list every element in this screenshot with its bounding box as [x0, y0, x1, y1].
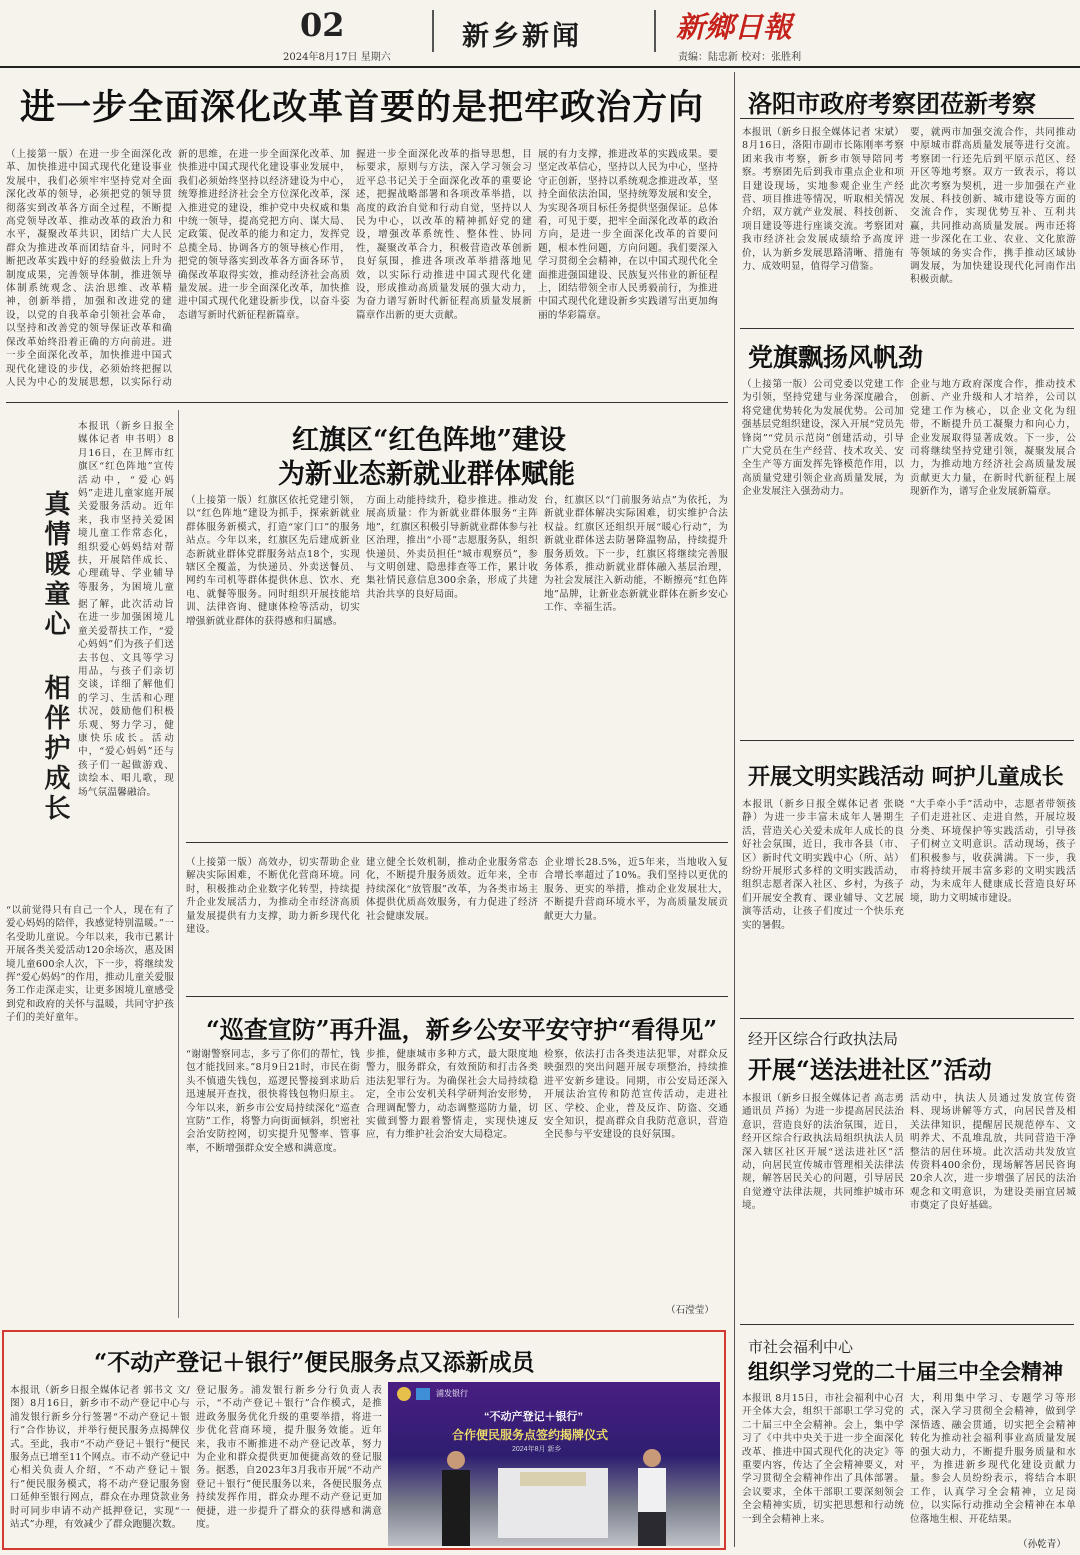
column-divider: [734, 72, 735, 1547]
a7-rule: [740, 1018, 1074, 1019]
headline-real-estate-bank: “不动产登记＋银行”便民服务点又添新成员: [94, 1349, 535, 1376]
a9-col-2: 登记服务。浦发银行新乡分行负责人表示，“不动产登记＋银行”合作模式，是推进政务服务优化升级的重要举措，将进一步优化营商环境，提升服务效能。近年来，我市不断推进不动产登记改革，努力为企业和群众提供更加便捷高效的登记服务。据悉，自2023年3月我市开展“不动产登记＋银行”便民服务以来，各便民服务点持续发挥作用，群众办理不动产登记更加便捷，进一步提升了群众的获得感和满意度。: [196, 1385, 382, 1531]
a2-col-1: 本报讯（新乡日报全媒体记者 宋斌）8月16日，洛阳市副市长陈刚率考察团来我市考察，新乡市领导陪同考察。考察团先后到我市重点企业和项目建设现场，实地参观企业生产经营、项目推进等情况，听取相关情况介绍，双方就产业发展、科技创新、项目建设等进行座谈交流。考察团对我市经济社会发展成绩给予高度评价，认为新乡发展思路清晰、措施有力、成效明显，值得学习借鉴。: [742, 127, 904, 273]
a4-col-5: 建立健全长效机制，推动企业服务常态化，不断提升服务质效。近年来，全市持续深化“放管服”改革，为各类市场主体提供优质高效服务，有力促进了经济社会健康发展。: [366, 857, 538, 922]
photo-scene: [388, 1382, 720, 1546]
a2-rule-top: [740, 118, 1074, 119]
masthead-divider-2: [654, 10, 656, 52]
a2-rule-bottom: [740, 328, 1074, 329]
a8-col-2: 活动中，执法人员通过发放宣传资料、现场讲解等方式，向居民普及相关法律知识，提醒居民规范停车、文明养犬、不乱堆乱放，共同营造干净整洁的居住环境。此次活动共发放宣传资料400余份，现场解答居民咨询20余人次，进一步增强了居民的法治观念和文明意识，为建设美丽宜居城市奠定了良好基础。: [910, 1093, 1076, 1212]
a4-rule-bottom: [186, 996, 728, 997]
plaque: [520, 1472, 586, 1486]
a8-col-1: 本报讯（新乡日报全媒体记者 高志勇 通讯员 芦扬）为进一步提高居民法治意识，营造良好的法治氛围，近日，经开区综合行政执法局组织执法人员深入辖区社区开展“送法进社区”活动，向居民宣传城市管理相关法律法规，解答居民关心的问题，引导居民自觉遵守法律法规，共同维护城市环境。: [742, 1093, 904, 1212]
a1-rule: [6, 402, 728, 403]
masthead-date: 2024年8月17日 星期六: [283, 52, 391, 63]
a2-col-2: 要，就两市加强交流合作，共同推动中原城市群高质量发展等进行交流。考察团一行还先后到平原示范区、经开区等地考察。双方一致表示，将以此次考察为契机，进一步加强在产业发展、科技创新、城市建设等方面的交流合作，实现优势互补、互利共赢，共同推动高质量发展。两市还将进一步深化在工业、农业、文化旅游等领域的务实合作，携手推动区域协调发展，为加快建设现代化河南作出积极贡献。: [910, 127, 1076, 286]
headline-law-community: 开展“送法进社区”活动: [748, 1055, 992, 1084]
a10-byline: （孙乾青）: [1018, 1539, 1066, 1550]
page-number: 02: [300, 6, 345, 44]
headline-party-flag: 党旗飘扬风帆劲: [748, 343, 924, 372]
headline-warm-children: 真情暖童心 相伴护成长: [40, 490, 70, 824]
bank-logo-icon: [416, 1388, 430, 1400]
person-left-head: [447, 1451, 465, 1469]
masthead-divider-1: [432, 10, 434, 52]
a3-col-2: 据了解，此次活动旨在进一步加强困境儿童关爱帮扶工作，“爱心妈妈”们为孩子们送去书包、文具等学习用品，与孩子们亲切交谈，详细了解他们的学习、生活和心理状况，鼓励他们积极乐观、努力学习，健康快乐成长。活动中，“爱心妈妈”还与孩子们一起做游戏、读绘本、唱儿歌，现场气氛温馨融洽。: [78, 599, 174, 798]
a6-byline: （石滢莹）: [666, 1305, 714, 1316]
photo-banner-line-2: 合作便民服务点签约揭牌仪式: [452, 1428, 609, 1442]
a8-kicker: 经开区综合行政执法局: [748, 1030, 899, 1048]
a9-col-1: 本报讯（新乡日报全媒体记者 郭书文 文/图）8月16日，新乡市不动产登记中心与浦发银行新乡分行签署“不动产登记＋银行”合作协议，并举行便民服务点揭牌仪式。至此，我市“不动产登记＋银行”便民服务点已增至11个网点。市不动产登记中心相关负责人介绍，“不动产登记＋银行”便民服务模式，将不动产登记服务窗口延伸至银行网点，群众在办理贷款业务时可同步申请不动产抵押登记，实现“一站式”办理，有效减少了群众跑腿次数。: [10, 1385, 190, 1531]
a6-col-2: 步推，健康城市多种方式，最大限度地警力，服务群众，有效预防和打击各类违法犯罪行为。为确保社会大局持续稳定，全市公安机关科学研判治安形势，合理调配警力，动态调整巡防力量，切实做到警力跟着警情走，实现快速反应，有力维护社会治安大局稳定。: [366, 1049, 538, 1141]
a4-rule-mid: [186, 842, 728, 843]
a3-divider: [178, 410, 179, 1318]
a10-col-1: 本报讯 8月15日，市社会福利中心召开全体大会，组织干部职工学习党的二十届三中全会精神。会上，集中学习了《中共中央关于进一步全面深化改革、推进中国式现代化的决定》等重要内容，传达了全会精神要义，对学习贯彻全会精神作出了具体部署。会议要求，全体干部职工要深刻领会全会精神实质，切实把思想和行动统一到全会精神上来。: [742, 1393, 904, 1525]
a3-col-1: 本报讯（新乡日报全媒体记者 申书明）8月16日，在卫辉市红旗区“红色阵地”宣传活动中，“爱心妈妈”走进儿童家庭开展关爱服务活动。近年来，我市坚持关爱困境儿童工作常态化，组织爱心妈妈结对帮扶，开展陪伴成长、心理疏导、学业辅导等服务，为困境儿童: [78, 421, 174, 592]
a6-col-1: “谢谢警察同志，多亏了你们的帮忙，钱包才能找回来。”8月9日21时，市民在街头不慎遗失钱包，巡逻民警接到求助后迅速展开查找，很快将钱包物归原主。今年以来，新乡市公安局持续深化“巡查宣防”工作，将警力向街面倾斜，织密社会治安防控网，切实提升见警率、管事率，不断增强群众安全感和满意度。: [186, 1049, 360, 1154]
headline-luoyang-visit: 洛阳市政府考察团莅新考察: [748, 89, 1036, 118]
a3-col-3: “以前觉得只有自己一个人，现在有了爱心妈妈的陪伴，我感觉特别温暖。”一名受助儿童说。今年以来，我市已累计开展各类关爱活动120余场次，惠及困境儿童600余人次，下一步，将继续发挥“爱心妈妈”的作用，推动儿童关爱服务工作走深走实，让更多困境儿童感受到党和政府的关怀与温暖，共同守护孩子们的美好童年。: [6, 905, 174, 1024]
headline-police-patrol: “巡查宣防”再升温，新乡公安平安守护“看得见”: [206, 1015, 718, 1044]
signing-ceremony-photo: [388, 1382, 720, 1546]
masthead-rule: [0, 66, 1080, 68]
photo-bank-name: 浦发银行: [436, 1389, 468, 1398]
a1-col-4: 展的有力支撑，推进改革的实践成果。要坚定改革信心，坚持以人民为中心，坚持守正创新，坚持以系统观念推进改革，坚持全面依法治国，坚持统筹发展和安全，为实现各项目标任务提供坚强保证。总体看，可见于要，把牢全面深化改革的政治方向，是进一步全面深化改革的首要问题，根本性问题，方向问题。我们要深入学习贯彻全会精神，在以中国式现代化全面推进强国建设、民族复兴伟业的新征程上，团结带领全市人民勇毅前行，为推进中国式现代化建设新乡实践谱写出更加绚丽的华彩篇章。: [538, 149, 718, 321]
person-right-head: [643, 1449, 661, 1467]
a8-rule: [740, 1324, 1074, 1325]
a10-kicker: 市社会福利中心: [748, 1338, 854, 1356]
photo-banner-sub: 2024年8月 新乡: [512, 1446, 562, 1453]
a4-col-4: （上接第一版）高效办，切实帮助企业解决实际困难，不断优化营商环境。同时，积极推动企业数字化转型，持续提升企业发展活力，为推动全市经济高质量发展提供有力支撑，助力新乡现代化建设。: [186, 857, 360, 936]
a4-col-3: 台，红旗区以“门前服务站点”为依托，为新就业群体解决实际困难，切实维护合法权益。红旗区还组织开展“暖心行动”，为新就业群体送去防暑降温物品，持续提升服务质效。下一步，红旗区将继续完善服务体系，推动新就业群体融入基层治理，为社会发展注入新动能，不断擦亮“红色阵地”品牌，让新业态新就业群体在新乡安心工作、幸福生活。: [544, 495, 728, 614]
headline-political-direction: 进一步全面深化改革首要的是把牢政治方向: [20, 87, 705, 128]
section-title: 新乡新闻: [462, 21, 582, 52]
a7-col-1: 本报讯（新乡日报全媒体记者 张晓静）为进一步丰富未成年人暑期生活，营造关心关爱未成年人成长的良好社会氛围，近日，我市各县（市、区）新时代文明实践中心（所、站）纷纷开展形式多样的文明实践活动，组织志愿者深入社区、乡村，为孩子们开展安全教育、课业辅导、文艺展演等活动，让孩子们度过一个快乐充实的暑假。: [742, 799, 904, 931]
paper-logo: 新鄉日報: [676, 10, 793, 44]
a1-col-3: 握进一步全面深化改革的指导思想，目标要求，原则与方法，深入学习领会习近平总书记关于全面深化改革的重要论述，把握战略部署和各项改革举措，以高度的政治自觉和行动自觉，坚持以人民为中心，以改革的精神抓好党的建设，增强改革系统性、整体性、协同性，凝聚改革合力，积极营造改革创新良好氛围，推进各项改革举措落地见效，以实际行动推进中国式现代化建设，形成推动高质量发展的强大动力，为奋力谱写新时代新征程高质量发展新篇章作出新的更大贡献。: [356, 149, 532, 321]
a4-col-6: 企业增长28.5%，近5年来，当地收入复合增长率超过了10%。我们坚持以更优的服务、更实的举措，推动企业发展壮大，不断提升营商环境水平，为高质量发展贡献更大力量。: [544, 857, 728, 922]
a10-col-2: 大，利用集中学习、专题学习等形式，深入学习贯彻全会精神，做到学深悟透、融会贯通，切实把全会精神转化为推动社会福利事业高质量发展的强大动力，不断提升服务质量和水平，为推进新乡现代化建设贡献力量。参会人员纷纷表示，将结合本职工作，认真学习全会精神，立足岗位，以实际行动推动全会精神在本单位落地生根、开花结果。: [910, 1393, 1076, 1525]
a6-col-3: 检察，依法打击各类违法犯罪，对群众反映强烈的突出问题开展专项整治，持续推进平安新乡建设。同期，市公安局还深入开展法治宣传和防范宣传活动，走进社区、学校、企业，普及反诈、防盗、交通安全知识，提高群众自我防范意识，营造全民参与平安建设的良好氛围。: [544, 1049, 728, 1141]
headline-study-session: 组织学习党的二十届三中全会精神: [748, 1359, 1063, 1384]
a5-col-1: （上接第一版）公司党委以党建工作为引领，坚持党建与业务深度融合，将党建优势转化为发展优势。公司加强基层党组织建设，深入开展“党员先锋岗”“党员示范岗”创建活动，引导广大党员在生产经营、技术攻关、安全生产等方面发挥先锋模范作用，以高质量党建引领企业高质量发展，为企业发展注入强劲动力。: [742, 379, 904, 498]
masthead: [0, 0, 1080, 70]
a4-col-2: 方面上动能持续升，稳步推进。推动发展高质量：作为新就业群体服务“主阵地”，红旗区积极引导新就业群体参与社区治理，推出“小哥”志愿服务队，组织快递员、外卖员担任“城市观察员”，参与文明创建、隐患排查等工作，累计收集社情民意信息300余条，形成了共建共治共享的良好局面。: [366, 495, 538, 600]
emblem-icon: [397, 1387, 411, 1401]
headline-hongqi-title-2: 为新业态新就业群体赋能: [278, 459, 575, 490]
a4-col-1: （上接第一版）红旗区依托党建引领，以“红色阵地”建设为抓手，探索新就业群体服务新模式，打造“家门口”的服务站点。今年以来，红旗区先后建成新业态新就业群体党群服务站点18个，实现辖区全覆盖，为快递员、外卖送餐员、网约车司机等群体提供休息、饮水、充电、就餐等服务。同时组织开展技能培训、法律咨询、健康体检等活动，切实增强新就业群体的获得感和归属感。: [186, 495, 360, 627]
a5-col-2: 企业与地方政府深度合作，推动技术创新、产业升级和人才培养，公司以党建工作为核心，以企业文化为纽带，不断提升员工凝聚力和向心力，企业发展取得显著成效。下一步，公司将继续坚持党建引领，凝聚发展合力，为推动地方经济社会高质量发展贡献更大力量，在新时代新征程上展现新作为，谱写企业发展新篇章。: [910, 379, 1076, 498]
a5-rule: [740, 740, 1074, 741]
a1-col-2: 新的思维，在进一步全面深化改革、加快推进中国式现代化建设事业发展中，我们必须始终坚持以经济建设为中心，统筹推进经济社会全方位深化改革，深入推进党的建设，维护党中央权威和集中统一领导，提高党把方向、谋大局、定政策、促改革的能力和定力，发挥党总揽全局、协调各方的领导核心作用，把党的领导落实到改革各方面各环节，确保改革取得实效，推动经济社会高质量发展。进一步全面深化改革，加快推进中国式现代化建设新步伐，以奋斗姿态谱写新时代新征程新篇章。: [178, 149, 350, 321]
person-left-body: [442, 1470, 470, 1546]
a7-col-2: “大手牵小手”活动中，志愿者带领孩子们走进社区、走进自然，开展垃圾分类、环境保护等实践活动，引导孩子们树立文明意识。活动现场，孩子们积极参与，收获满满。下一步，我市将持续开展丰富多彩的文明实践活动，为未成年人健康成长营造良好环境，助力文明城市建设。: [910, 799, 1076, 904]
photo-banner-line-1: “不动产登记＋银行”: [484, 1411, 583, 1423]
headline-civilization-practice: 开展文明实践活动 呵护儿童成长: [748, 764, 1064, 790]
person-right-trousers: [638, 1512, 666, 1546]
a1-col-1: （上接第一版）在进一步全面深化改革、加快推进中国式现代化建设事业发展中，我们必须牢牢坚持党对全面深化改革的领导，必须把党的领导贯彻落实到改革各方面全过程，不断提高党领导改革、推动改革的政治力和水平，凝聚改革共识，团结广大人民群众为推进改革而团结奋斗，同时不断把改革实践中好的经验做法上升为制度成果，完善领导体制，推进领导体制系统观念、法治思维、改革精神，创新举措，加强和改进党的建设，以党的自我革命引领社会革命，以坚持和改善党的领导保证改革和确保改革始终沿着正确的方向前进。进一步全面深化改革，加快推进中国式现代化建设的步伐，必须始终把握以人民为中心的发展思想，以实际行动: [6, 149, 172, 388]
headline-hongqi-title-1: 红旗区“红色阵地”建设: [292, 425, 567, 456]
editors-line: 责编：陆忠新 校对：张胜利: [678, 52, 802, 63]
